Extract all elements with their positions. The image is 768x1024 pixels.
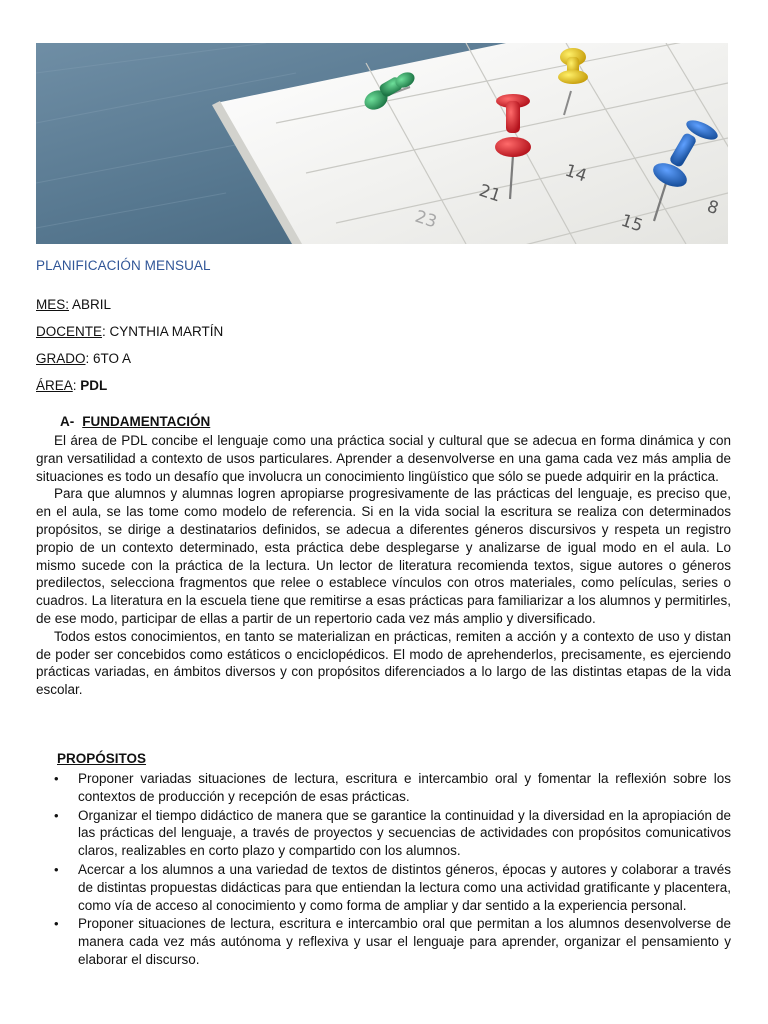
meta-teacher: [36, 323, 223, 341]
paragraph: Para que alumnos y alumnas logren apropiarse progresivamente de las prácticas del lenguaje, es preciso que, en el aula, se las tome como modelo de referencia. Si en la vida social la escritura se realiza con determinados propósitos, se dirige a destinatarios definidos, se adecua a diferentes géneros discursivos y respeta un registro propio de un contexto determinado, esta práctica debe desplegarse y analizarse de igual modo en el aula. Lo mismo sucede con la práctica de la lectura. Un lector de literatura recomienda textos, sigue autores o géneros predilectos, selecciona fragmentos que relee o establece vínculos con otros materiales, como películas, series o cuadros. La literatura en la escuela tiene que remitirse a esas prácticas para familiarizar a los alumnos y permitirles, de ese modo, participar de ellas a partir de un repertorio cada vez más amplio y diversificado.: [36, 486, 731, 626]
meta-grade-value: : 6TO A: [85, 351, 132, 366]
section-a-title: FUNDAMENTACIÓN: [82, 414, 211, 429]
purposes-list: [36, 770, 731, 970]
meta-area-value: PDL: [80, 378, 108, 393]
paragraph: Todos estos conocimientos, en tanto se materializan en prácticas, remiten a acción y a contexto de uso y distan de poder ser concebidos como estáticos o enciclopédicos. El modo de aprehenderlos, precisamente, es ejerciendo prácticas variadas, en ámbitos diversos y con propósitos diferenciados a lo largo de las distintas etapas de la vida escolar.: [36, 628, 731, 698]
list-item: [36, 915, 731, 968]
purposes-title: PROPÓSITOS: [57, 751, 147, 766]
list-item-text: Organizar el tiempo didáctico de manera que se garantice la continuidad y la diversidad en la apropiación de las prácticas del lenguaje, a través de proyectos y secuencias de actividades con propósitos comunicativos claros, realizables en corto plazo y compartido con los alumnos.: [78, 807, 731, 859]
calendar-number: 21: [476, 180, 504, 207]
meta-teacher-label: DOCENTE: [36, 324, 103, 339]
calendar-with-pushpins-image: [36, 43, 728, 244]
purposes-heading: [57, 751, 146, 766]
meta-grade-label: GRADO: [36, 351, 86, 366]
meta-teacher-value: : CYNTHIA MARTÍN: [102, 324, 224, 339]
calendar-number: 23: [412, 206, 440, 233]
section-a-letter: A-: [60, 414, 75, 429]
meta-area: [36, 377, 107, 395]
meta-grade: [36, 350, 131, 368]
paragraph: El área de PDL concibe el lenguaje como una práctica social y cultural que se adecua en forma dinámica y con gran versatilidad a contexto de usos particulares. Aprender a desenvolverse en una gama cada vez más amplia de situaciones es todo un desafío que involucra un conocimiento lingüístico que sólo se puede adquirir en la práctica.: [36, 433, 731, 484]
fundamentacion-body: [36, 432, 731, 699]
list-item-text: Acercar a los alumnos a una variedad de textos de distintos géneros, épocas y autores y colaborar a través de distintas propuestas didácticas para que entiendan la lectura como una actividad gratificante y placentera, como vía de acceso al conocimiento y como forma de ampliar y dar sentido a la experiencia personal.: [78, 861, 731, 913]
calendar-number: 8: [704, 196, 721, 220]
calendar-number: 14: [562, 160, 590, 187]
list-item: [36, 861, 731, 914]
section-a-heading: [60, 414, 210, 429]
bullet-icon: •: [54, 861, 59, 877]
meta-area-separator: :: [72, 378, 81, 393]
list-item-text: Proponer variadas situaciones de lectura, escritura e intercambio oral y fomentar la reflexión sobre los contextos de producción y recepción de esas prácticas.: [78, 771, 731, 804]
meta-month: [36, 296, 111, 314]
page-title: PLANIFICACIÓN MENSUAL: [36, 258, 211, 273]
list-item: [36, 770, 731, 806]
meta-month-label: MES:: [36, 297, 70, 312]
calendar-number: 15: [618, 210, 646, 237]
list-item-text: Proponer situaciones de lectura, escritura e intercambio oral que permitan a los alumnos desenvolverse de manera cada vez más autónoma y reflexiva y usar el lenguaje para aprender, organizar el pensamiento y elaborar el discurso.: [78, 916, 731, 967]
meta-month-value: ABRIL: [69, 297, 112, 312]
bullet-icon: •: [54, 771, 59, 786]
meta-area-label: ÁREA: [36, 378, 73, 393]
bullet-icon: •: [54, 807, 59, 823]
list-item: [36, 807, 731, 860]
bullet-icon: •: [54, 916, 59, 932]
